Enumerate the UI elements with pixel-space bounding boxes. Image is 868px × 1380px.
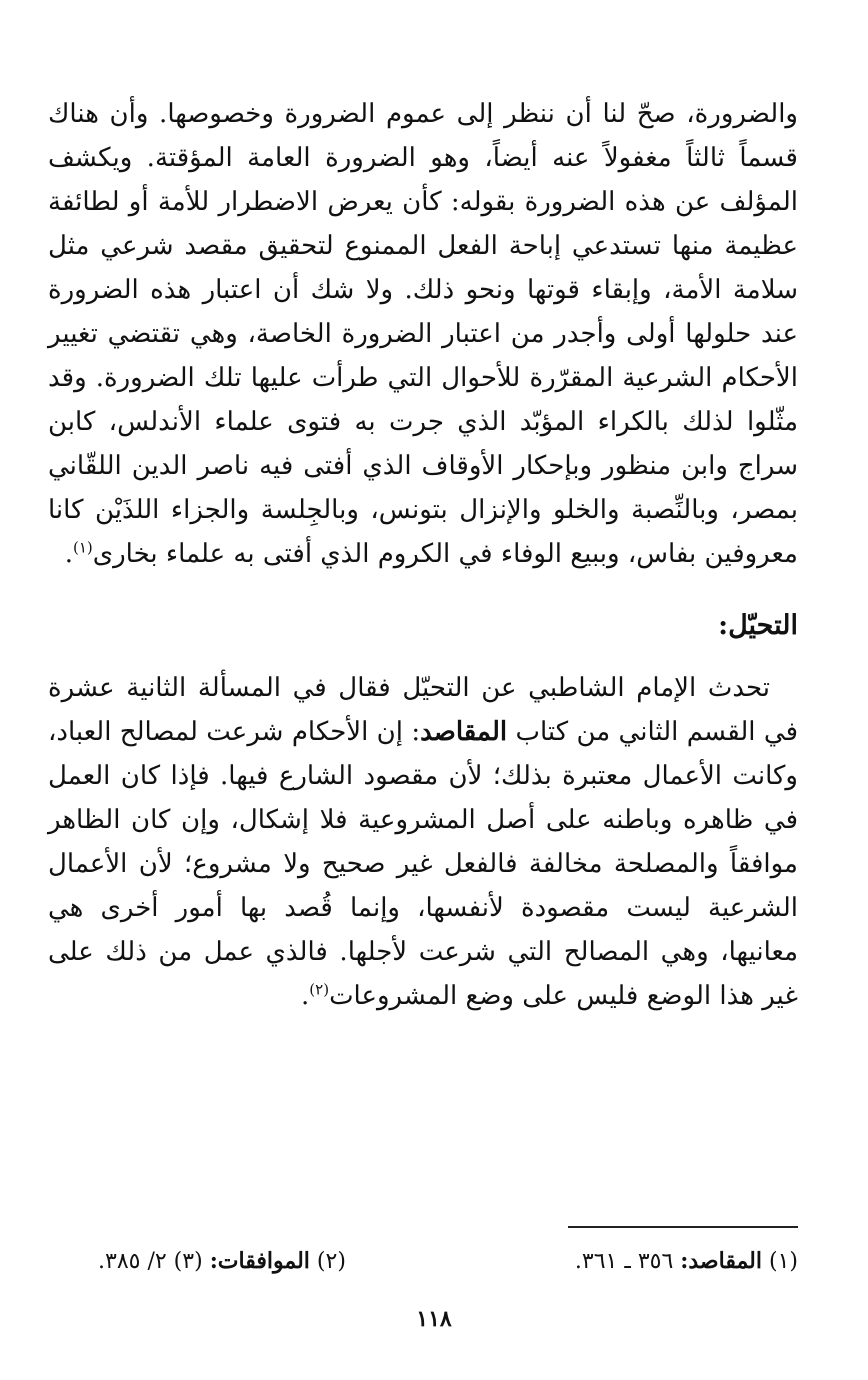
footnote-1-ref: ٣٥٦ ـ ٣٦١. (574, 1249, 674, 1274)
paragraph-necessity-text: والضرورة، صحّ لنا أن ننظر إلى عموم الضرورة وخصوصها. وأن هناك قسماً ثالثاً مغفولاً عنه أيضاً، وهو الضرورة العامة المؤقتة. ويكشف المؤلف عن هذه الضرورة بقوله: كأن يعرض الاضطرار للأمة أو لطائفة عظيمة منها تستدعي إباحة الفعل الممنوع لتحقيق مقصد شرعي مثل سلامة الأمة، وإبقاء قوتها ونحو ذلك. ولا شك أن اعتبار هذه الضرورة عند حلولها أولى وأجدر من اعتبار الضرورة الخاصة، وهي تقتضي تغيير الأحكام الشرعية المقرّرة للأحوال التي طرأت عليها تلك الضرورة. وقد مثّلوا لذلك بالكراء المؤبّد الذي جرت به فتوى علماء الأندلس، كابن سراج وابن منظور وبإحكار الأوقاف الذي أفتى فيه ناصر الدين اللقّاني بمصر، وبالنِّصبة والخلو والإنزال بتونس، وبالجِلسة والجزاء اللذَيْن كانا معروفين بفاس، وببيع الوفاء في الكروم الذي أفتى به علماء بخارى (48, 99, 798, 569)
footnote-2 (98, 1246, 346, 1277)
paragraph-tahayyul-part1: تحدث الإمام الشاطبي عن التحيّل فقال في المسألة الثانية عشرة في القسم الثاني من كتاب (48, 673, 798, 747)
paragraph-tahayyul (48, 666, 798, 1018)
footnotes (98, 1246, 798, 1277)
footnote-1-number: (١) (768, 1249, 798, 1274)
footnote-1 (575, 1246, 798, 1277)
footnote-ref-2[interactable]: (٢) (309, 980, 330, 999)
page-body (48, 92, 798, 1018)
paragraph-necessity (48, 92, 798, 576)
section-heading-tahayyul: التحيّل: (718, 610, 798, 641)
paragraph-necessity-end: . (64, 539, 73, 569)
page-number: ١١٨ (416, 1306, 452, 1332)
paragraph-tahayyul-end: . (301, 981, 310, 1011)
footnote-2-number: (٢) (316, 1249, 346, 1274)
footnote-ref-1[interactable]: (١) (72, 538, 93, 557)
footnote-1-source: المقاصد: (680, 1248, 762, 1274)
footnote-separator (568, 1226, 798, 1228)
footnote-2-source: الموافقات: (209, 1248, 310, 1274)
paragraph-tahayyul-part2: : إن الأحكام شرعت لمصالح العباد، وكانت الأعمال معتبرة بذلك؛ لأن مقصود الشارع فيها. فإذا كان العمل في ظاهره وباطنه على أصل المشروعية فلا إشكال، وإن كان الظاهر موافقاً والمصلحة مخالفة فالفعل غير صحيح ولا مشروع؛ لأن الأعمال الشرعية ليست مقصودة لأنفسها، وإنما قُصد بها أمور أخرى هي معانيها، وهي المصالح التي شرعت لأجلها. فالذي عمل من ذلك على غير هذا الوضع فليس على وضع المشروعات (48, 717, 798, 1011)
book-title-maqasid: المقاصد (420, 717, 508, 747)
footnote-2-ref: (٣) ٢/ ٣٨٥. (98, 1249, 203, 1274)
